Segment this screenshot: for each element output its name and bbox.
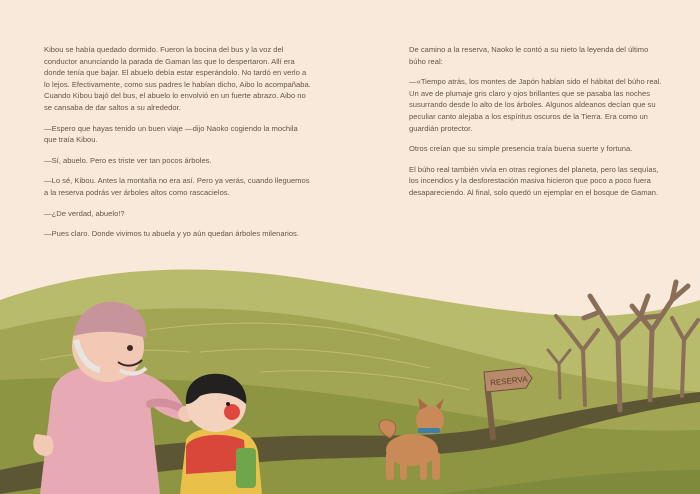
paragraph: De camino a la reserva, Naoko le contó a su nieto la leyenda del último búho real: xyxy=(409,45,649,66)
paragraph: —Pues claro. Donde vivimos tu abuela y yo aún quedan árboles milenarios. xyxy=(44,229,299,239)
paragraph: —Lo sé, Kibou. Antes la montaña no era así. Pero ya verás, cuando lleguemos a la reserva podrás ver árboles altos como rascacielos. xyxy=(44,176,310,197)
paragraph: Otros creían que su simple presencia traía buena suerte y fortuna. xyxy=(409,144,633,154)
sign-label: RESERVA xyxy=(489,374,529,388)
paragraph: Kibou se había quedado dormido. Fueron la bocina del bus y la voz del conductor anunciando la parada de Gaman las que lo despertaron. Allí era donde tenía que bajar. El abuelo debía estar esperándolo. No tardó en verlo a lo lejos. Efectivamente, como sus padres le habían dicho, Aibo lo acompañaba. Cuando Kibou bajó del bus, el abuelo lo envolvió en un fuerte abrazo. Aibo no se cansaba de dar saltos a su alrededor. xyxy=(44,45,311,112)
paragraph: —«Tiempo atrás, los montes de Japón habían sido el hábitat del búho real. Un ave de plumaje gris claro y ojos brillantes que se pasaba las noches susurrando desde lo alto de los árboles. Algunos aldeanos decían que su peculiar canto alejaba a los espíritus oscuros de la Tierra. Era como un guardián protector. xyxy=(409,77,662,133)
paragraph: —Espero que hayas tenido un buen viaje —dijo Naoko cogiendo la mochila que traía Kibou. xyxy=(44,123,298,145)
paragraph: El búho real también vivía en otras regiones del planeta, pero las sequías, los incendios y la desforestación masiva hicieron que poco a poco fuera desapareciendo. Al final, solo quedó un ejemplar en el bosque de Gaman. xyxy=(409,164,659,197)
paragraph: —Sí, abuelo. Pero es triste ver tan pocos árboles. xyxy=(44,155,212,165)
paragraph: —¿De verdad, abuelo!? xyxy=(44,208,125,218)
